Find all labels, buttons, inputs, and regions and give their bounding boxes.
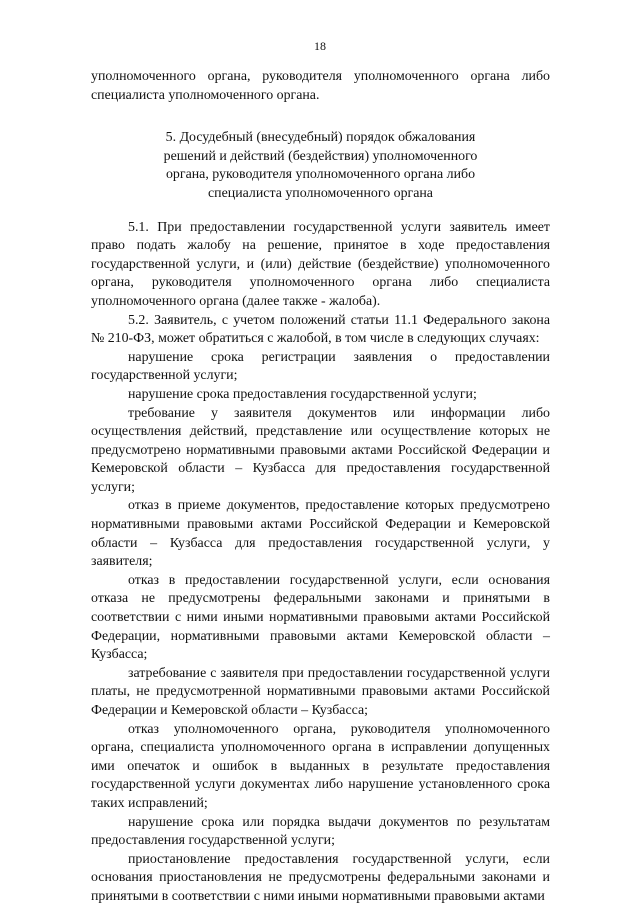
section-heading: 5. Досудебный (внесудебный) порядок обжалования решений и действий (бездействия) уполномоченного органа, руководителя уполномоченного органа либо специалиста уполномоченного органа — [163, 130, 478, 201]
paragraph-continuation: уполномоченного органа, руководителя уполномоченного органа либо специалиста уполномоченного органа. — [91, 69, 550, 103]
list-item-refusal-service: отказ в предоставлении государственной услуги, если основания отказа не предусмотрены федеральными законами и принятыми в соответствии с ними иными нормативными правовыми актами Российской Федерации, нормативными правовыми актами Кемеровской области – Кузбасса; — [91, 572, 550, 663]
list-item-illegal-fee: затребование с заявителя при предоставлении государственной услуги платы, не предусмотренной нормативными правовыми актами Российской Федерации и Кемеровской области – Кузбасса; — [91, 665, 550, 718]
list-item-issuance-violation: нарушение срока или порядка выдачи документов по результатам предоставления государственной услуги; — [91, 814, 550, 849]
paragraph-5-2: 5.2. Заявитель, с учетом положений статьи 11.1 Федерального закона № 210-ФЗ, может обратиться с жалобой, в том числе в следующих случаях: — [91, 312, 550, 347]
list-item-suspension: приостановление предоставления государственной услуги, если основания приостановления не предусмотрены федеральными законами и принятыми в соответствии с ними иными нормативными правовыми актами — [91, 851, 550, 904]
list-item-refusal-correction: отказ уполномоченного органа, руководителя уполномоченного органа, специалиста уполномоченного органа в исправлении допущенных ими опечаток и ошибок в выданных в результате предоставления государственной услуги документах либо нарушение установленного срока таких исправлений; — [91, 721, 550, 811]
document-body — [91, 68, 550, 907]
page-number: 18 — [314, 39, 326, 53]
list-item-extra-documents: требование у заявителя документов или информации либо осуществления действий, представление или осуществление которых не предусмотрено нормативными правовыми актами Российской Федерации и Кемеровской области – Кузбасса для предоставления государственной услуги; — [91, 405, 550, 495]
list-item-service-delay: нарушение срока предоставления государственной услуги; — [128, 386, 477, 402]
paragraph-5-1: 5.1. При предоставлении государственной услуги заявитель имеет право подать жалобу на решение, принятое в ходе предоставления государственной услуги, и (или) действие (бездействие) уполномоченного органа, руководителя уполномоченного органа либо специалиста уполномоченного органа (далее также - жалоба). — [91, 219, 550, 309]
list-item-refusal-acceptance: отказ в приеме документов, предоставление которых предусмотрено нормативными правовыми актами Российской Федерации и Кемеровской области – Кузбасса для предоставления государственной услуги, у заявителя; — [91, 498, 550, 570]
list-item-registration-delay: нарушение срока регистрации заявления о предоставлении государственной услуги; — [91, 349, 550, 384]
